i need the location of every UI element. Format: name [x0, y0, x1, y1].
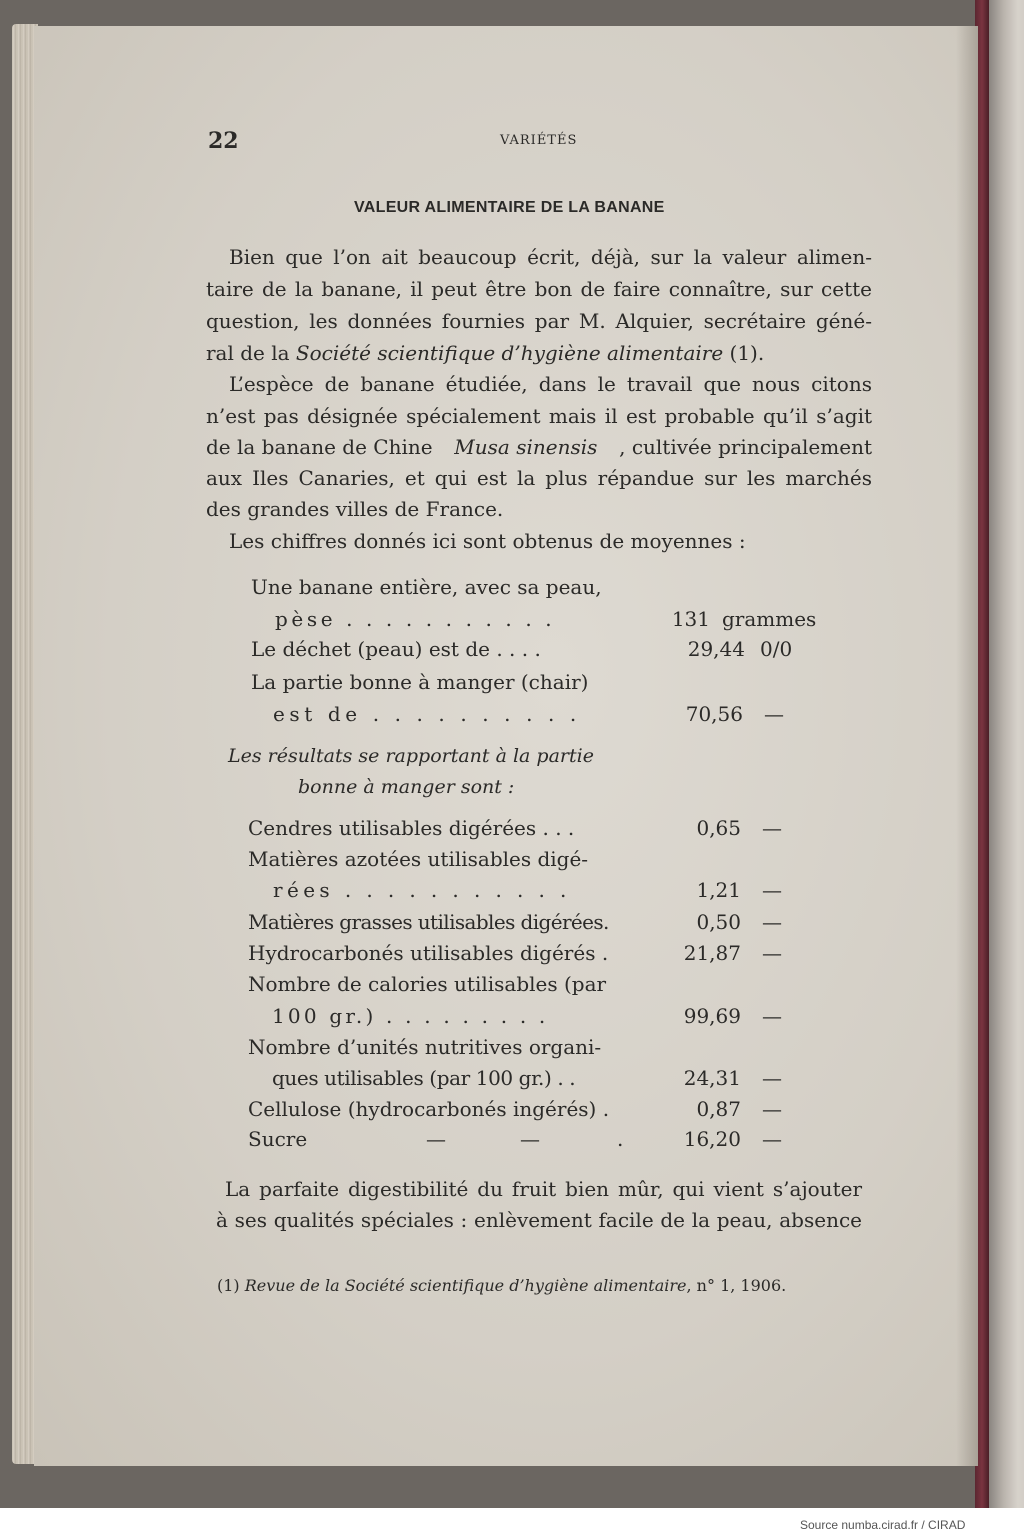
article-title: VALEUR ALIMENTAIRE DE LA BANANE — [354, 199, 665, 216]
para1-line4-post: (1). — [723, 341, 765, 365]
para2-line3-pre: de la banane de Chine — [206, 435, 433, 459]
table1-row3-value: 70,56 — [685, 702, 743, 726]
table2-row4-value: 21,87 — [683, 941, 741, 965]
para4-line1: La parfaite digestibilité du fruit bien mûr, qui vient s’ajouter — [225, 1177, 862, 1201]
table1-row2-unit: 0/0 — [760, 637, 793, 661]
table2-row7-unit: — — [762, 1097, 782, 1121]
table2-row2-value: 1,21 — [696, 878, 741, 902]
table2-row6-label-line2: ques utilisables (par 100 gr.) . . — [272, 1066, 576, 1090]
footnote — [217, 1278, 786, 1294]
table1-row2-label: Le déchet (peau) est de . . . . — [251, 637, 541, 661]
table2-row5-label-line1: Nombre de calories utilisables (par — [248, 972, 607, 996]
para1-line1: Bien que l’on ait beaucoup écrit, déjà, sur la valeur alimen- — [229, 245, 872, 269]
table2-row5-value: 99,69 — [683, 1004, 741, 1028]
table2-row1-unit: — — [762, 816, 782, 840]
table1-row1-label-line2: pèse . . . . . . . . . . . — [275, 607, 556, 631]
table2-row2-unit: — — [762, 878, 782, 902]
table2-row6-value: 24,31 — [683, 1066, 741, 1090]
table2-row7-label: Cellulose (hydrocarbonés ingérés) . — [248, 1097, 610, 1121]
facing-page — [989, 0, 1024, 1508]
para1-line4 — [206, 343, 764, 363]
running-head: VARIÉTÉS — [500, 133, 578, 148]
table2-row8-value: 16,20 — [683, 1127, 741, 1151]
table2-row3-label: Matières grasses utilisables digérées. — [248, 910, 609, 934]
para1-line2: taire de la banane, il peut être bon de faire connaître, sur cette — [206, 277, 872, 301]
table1-row3-label-line2: est de . . . . . . . . . . — [273, 702, 581, 726]
table2-row3-unit: — — [762, 910, 782, 934]
society-name: Société scientifique d’hygiène alimentaire — [295, 341, 724, 365]
table2-row8-dot: . — [617, 1127, 624, 1151]
table1-row2-value: 29,44 — [687, 637, 745, 661]
table2-row5-label-line2: 100 gr.) . . . . . . . . . — [272, 1004, 549, 1028]
table2-row8-label: Sucre — [248, 1127, 308, 1151]
table2-row2-label-line1: Matières azotées utilisables digé- — [248, 847, 589, 871]
table2-row7-value: 0,87 — [696, 1097, 741, 1121]
source-credit: Source numba.cirad.fr / CIRAD — [800, 1518, 966, 1532]
table2-row5-unit: — — [762, 1004, 782, 1028]
table2-row8-ditto-1: — — [426, 1127, 446, 1151]
page-number: 22 — [208, 128, 239, 154]
table2-row8-unit: — — [762, 1127, 782, 1151]
footnote-marker: (1) — [217, 1276, 245, 1295]
table1-row3-label-line1: La partie bonne à manger (chair) — [251, 670, 589, 694]
para2-line3-post: , cultivée principalement — [619, 435, 872, 459]
results-subheading-line2: bonne à manger sont : — [298, 776, 515, 798]
table2-row1-value: 0,65 — [696, 816, 741, 840]
table2-row3-value: 0,50 — [696, 910, 741, 934]
para2-line1: L’espèce de banane étudiée, dans le travail que nous citons — [229, 372, 872, 396]
results-subheading-line1: Les résultats se rapportant à la partie — [228, 745, 594, 767]
para4-line2: à ses qualités spéciales : enlèvement facile de la peau, absence — [216, 1208, 862, 1232]
para1-line3: question, les données fournies par M. Alquier, secrétaire géné- — [206, 309, 872, 333]
table2-row8-ditto-2: — — [520, 1127, 540, 1151]
para2-line3 — [206, 437, 872, 457]
para2-line2: n’est pas désignée spécialement mais il est probable qu’il s’agit — [206, 404, 872, 428]
table2-row1-label: Cendres utilisables digérées . . . — [248, 816, 575, 840]
footnote-issue: , n° 1, 1906. — [686, 1276, 787, 1295]
table2-row4-label: Hydrocarbonés utilisables digérés . — [248, 941, 609, 965]
species-name: Musa sinensis — [454, 435, 598, 459]
para2-line4: aux Iles Canaries, et qui est la plus répandue sur les marchés — [206, 466, 872, 490]
table1-row1-value: 131 — [671, 607, 710, 631]
table2-row6-unit: — — [762, 1066, 782, 1090]
table2-row6-label-line1: Nombre d’unités nutritives organi- — [248, 1035, 602, 1059]
table1-row1-unit: grammes — [722, 607, 817, 631]
footnote-journal: Revue de la Société scientifique d’hygiène alimentaire — [244, 1276, 687, 1295]
para2-line5: des grandes villes de France. — [206, 497, 504, 521]
para1-line4-pre: ral de la — [206, 341, 296, 365]
table1-row3-unit: — — [764, 702, 784, 726]
table1-row1-label-line1: Une banane entière, avec sa peau, — [251, 575, 602, 599]
paragraph-3: Les chiffres donnés ici sont obtenus de moyennes : — [229, 529, 746, 553]
table2-row4-unit: — — [762, 941, 782, 965]
gutter-shadow — [956, 26, 978, 1466]
table2-row2-label-line2: rées . . . . . . . . . . . — [273, 878, 571, 902]
